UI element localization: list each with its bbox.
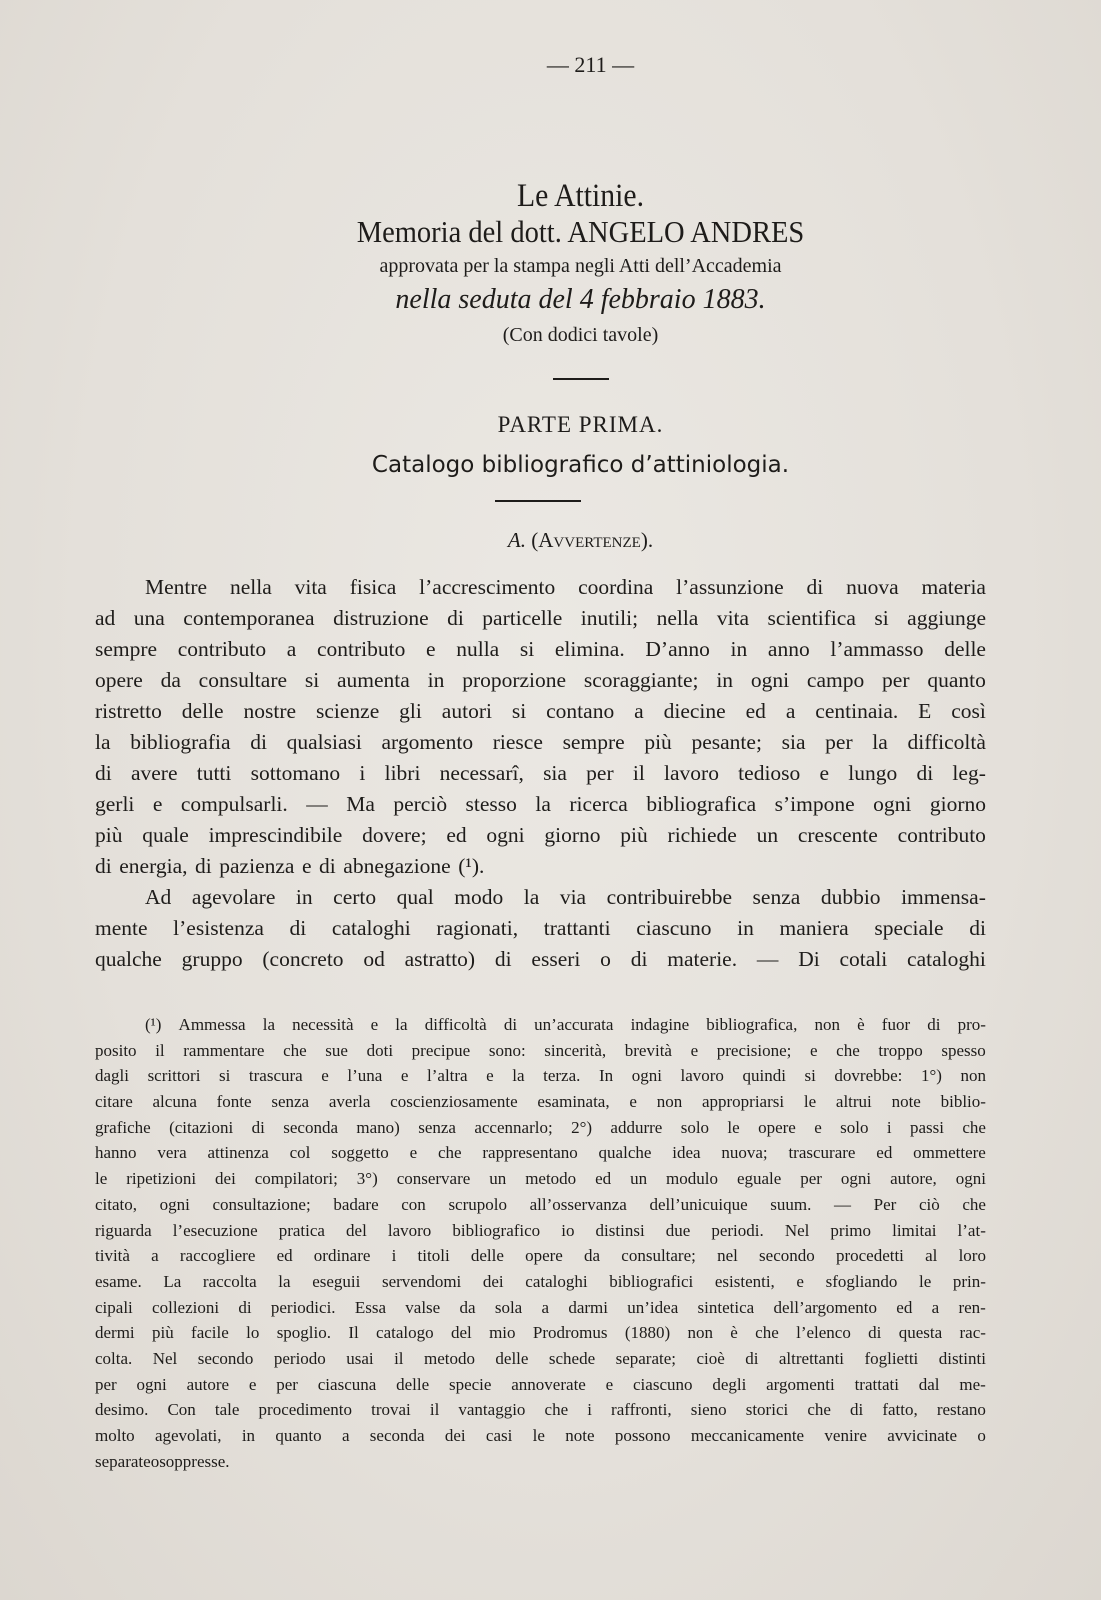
footnote-line: cipali collezioni di periodici. Essa valse da sola a darmi un’idea sintetica dell’argomento ed a ren- <box>95 1297 986 1317</box>
part-subheading: Catalogo bibliografico d’attiniologia. <box>371 452 790 478</box>
footnote-line: colta. Nel secondo periodo usai il metodo delle schede separate; cioè di altrettanti foglietti distinti <box>95 1348 986 1368</box>
body-line: opere da consultare si aumenta in proporzione scoraggiante; in ogni campo per quanto <box>95 668 986 692</box>
footnote-line: separate o soppresse. <box>95 1451 230 1471</box>
footnote-line: dagli scrittori si trascura e l’una e l’altra e la terza. In ogni lavoro quindi si dovrebbe: 1°) non <box>95 1066 986 1086</box>
session-date: nella seduta del 4 febbraio 1883. <box>395 284 766 315</box>
part-heading: PARTE PRIMA. <box>497 412 664 437</box>
footnote-line: (¹) Ammessa la necessità e la difficoltà di un’accurata indagine bibliografica, non è fuor di pro- <box>145 1015 986 1034</box>
footnote-line: le ripetizioni dei compilatori; 3°) conservare un metodo ed un modulo eguale per ogni autore, ogni <box>95 1169 986 1189</box>
body-line: ristretto delle nostre scienze gli autori si contano a diecine ed a centinaia. E così <box>95 699 986 723</box>
body-line: ad una contemporanea distruzione di particelle inutili; nella vita scientifica si aggiunge <box>95 606 986 630</box>
body-line: di energia, di pazienza e di abnegazione (¹). <box>95 854 485 878</box>
footnote-line: posito il rammentare che sue doti precipue sono: sincerità, brevità e precisione; e che troppo spesso <box>95 1040 986 1060</box>
footnote-line: grafiche (citazioni di seconda mano) senza accennarlo; 2°) addurre solo le opere e solo i passi che <box>95 1117 986 1137</box>
section-title: (Avvertenze). <box>531 528 654 552</box>
section-heading <box>30 528 1101 553</box>
section-letter: A. <box>507 528 526 552</box>
footnote-line: citare alcuna fonte senza averla coscienziosamente esaminata, e non appropriarsi le altrui note biblio- <box>95 1092 986 1112</box>
plates-note: (Con dodici tavole) <box>502 324 659 346</box>
body-line: gerli e compulsarli. — Ma perciò stesso la ricerca bibliografica s’impone ogni giorno <box>95 792 986 816</box>
footnote-line: esame. La raccolta la eseguii servendomi dei cataloghi bibliografici esistenti, e sfogliando le prin- <box>95 1271 986 1291</box>
footnote-line: tività a raccogliere ed ordinare i titoli delle opere da consultare; nel secondo procedetti al loro <box>95 1246 986 1266</box>
section-divider <box>495 500 581 502</box>
body-line: la bibliografia di qualsiasi argomento riesce sempre più pesante; sia per la difficoltà <box>95 730 986 754</box>
page-number: — 211 — <box>546 52 635 77</box>
footnote-line: desimo. Con tale procedimento trovai il vantaggio che i raffronti, sieno storici che di fatto, restano <box>95 1400 986 1420</box>
body-line: più quale imprescindibile dovere; ed ogni giorno più richiede un crescente contributo <box>95 823 986 847</box>
footnote-line: citato, ogni consultazione; badare con scrupolo all’osservanza dell’unicuique suum. — Per ciò che <box>95 1194 986 1214</box>
article-author-line: Memoria del dott. ANGELO ANDRES <box>356 214 805 249</box>
footnote-line: dermi più facile lo spoglio. Il catalogo del mio Prodromus (1880) non è che l’elenco di questa rac- <box>95 1323 986 1343</box>
footnote-line: riguarda l’esecuzione pratica del lavoro bibliografico io distinsi due periodi. Nel primo limitai l’at- <box>95 1220 986 1240</box>
body-line: di avere tutti sottomano i libri necessarî, sia per il lavoro tedioso e lungo di leg- <box>95 761 986 785</box>
footnote-line: hanno vera attinenza col soggetto e che rappresentano qualche idea nuova; trascurare ed ommettere <box>95 1143 986 1163</box>
footnotes <box>95 1012 986 1474</box>
body-line: sempre contributo a contributo e nulla si elimina. D’anno in anno l’ammasso delle <box>95 637 986 661</box>
footnote-line: per ogni autore e per ciascuna delle specie annoverate e ciascuno degli argomenti trattati dal me- <box>95 1374 986 1394</box>
body-text <box>95 572 986 975</box>
footnote-line: molto agevolati, in quanto a seconda dei casi le note possono meccanicamente venire avvicinate o <box>95 1426 986 1445</box>
title-divider <box>553 378 609 380</box>
body-line: Mentre nella vita fisica l’accrescimento coordina l’assunzione di nuova materia <box>145 575 986 599</box>
article-title: Le Attinie. <box>516 178 645 214</box>
title-block <box>30 178 1101 380</box>
body-line: Ad agevolare in certo qual modo la via contribuirebbe senza dubbio immensa- <box>145 885 986 909</box>
body-line: qualche gruppo (concreto od astratto) di esseri o di materie. — Di cotali cataloghi <box>95 947 986 971</box>
approval-note: approvata per la stampa negli Atti dell’Accademia <box>379 255 782 277</box>
body-line: mente l’esistenza di cataloghi ragionati, trattanti ciascuno in maniera speciale di <box>95 916 986 940</box>
